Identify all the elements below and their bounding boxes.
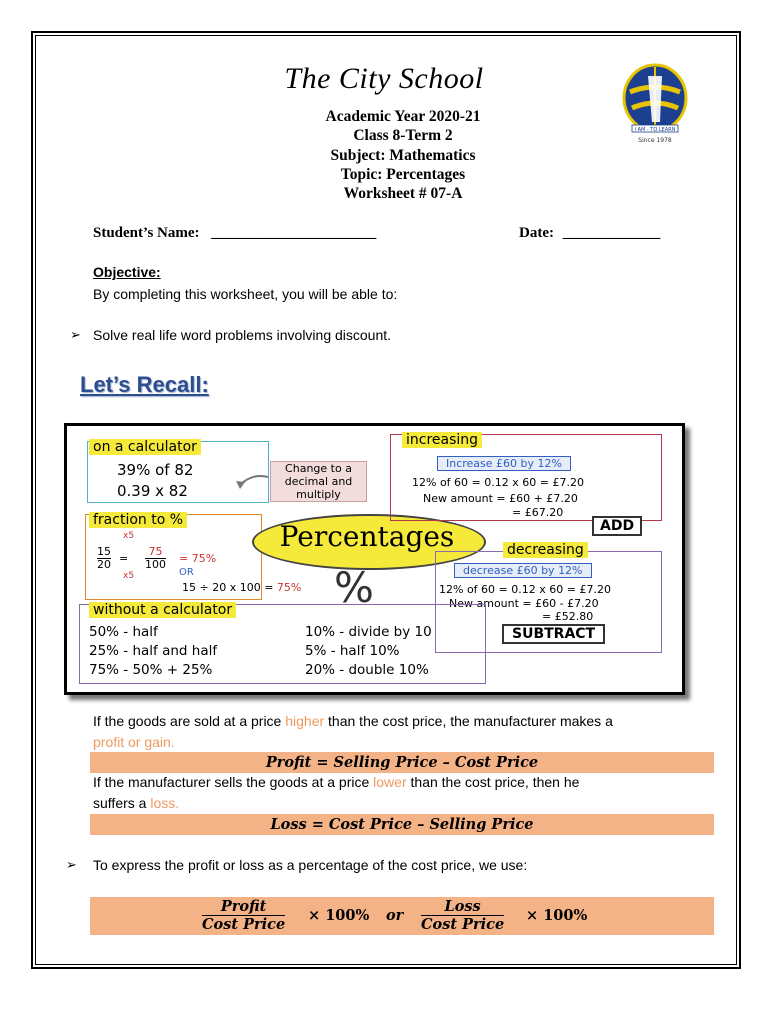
profit-multiplier: × 100%: [308, 907, 370, 924]
percentages-title: Percentages: [279, 520, 455, 553]
objective-bullet: Solve real life word problems involving discount.: [93, 327, 392, 343]
loss-formula: Loss = Cost Price – Selling Price: [90, 814, 714, 835]
fraction-alt: [182, 581, 301, 594]
loss-highlight-loss: loss.: [150, 795, 180, 811]
profit-highlight-higher: higher: [285, 713, 325, 729]
percentage-formula-band: [90, 897, 714, 935]
fraction-x5-bottom: x5: [123, 571, 135, 581]
increasing-line3: = £67.20: [512, 506, 564, 519]
curved-arrow-icon: [232, 471, 272, 496]
bullet-arrow-icon: ➢: [66, 857, 77, 872]
fraction-15: 15: [97, 545, 111, 558]
decreasing-line2: New amount = £60 - £7.20: [449, 597, 599, 610]
student-name-blank[interactable]: ______________________: [211, 225, 377, 241]
loss-text-c: suffers a: [93, 795, 151, 811]
without-row-3-right: 20% - double 10%: [305, 662, 429, 678]
objective-title: Objective:: [93, 264, 161, 280]
date-blank[interactable]: _____________: [562, 225, 661, 241]
or-word: or: [386, 907, 404, 924]
increasing-subtitle: Increase £60 by 12%: [437, 456, 571, 471]
increasing-line2: New amount = £60 + £7.20: [423, 492, 578, 505]
student-name-label: Student’s Name:: [93, 225, 200, 241]
fraction-title: fraction to %: [89, 512, 187, 528]
subject: Subject: Mathematics: [330, 147, 476, 164]
calculator-line1: 39% of 82: [117, 461, 194, 479]
fraction-75: 75: [145, 546, 166, 559]
calculator-note: Change to a decimal and multiply: [270, 461, 367, 502]
worksheet-number: Worksheet # 07-A: [343, 185, 463, 202]
date-label: Date:: [519, 225, 554, 241]
without-calculator-right: [305, 623, 432, 680]
add-tag: ADD: [592, 516, 642, 536]
increasing-line1: 12% of 60 = 0.12 x 60 = £7.20: [412, 476, 584, 489]
school-title: The City School: [284, 62, 484, 95]
percent-symbol: %: [334, 563, 374, 612]
fraction-alt-text: 15 ÷ 20 x 100 =: [182, 581, 277, 594]
profit-text-b: than the cost price, the manufacturer makes a: [324, 713, 613, 729]
decreasing-title: decreasing: [503, 542, 588, 558]
fraction-equals: =: [119, 552, 129, 565]
profit-formula: Profit = Selling Price – Cost Price: [90, 752, 714, 773]
without-calculator-title: without a calculator: [89, 602, 236, 618]
profit-text-a: If the goods are sold at a price: [93, 713, 286, 729]
fraction-or: OR: [179, 567, 194, 578]
recall-title: Let’s Recall:: [80, 372, 209, 397]
profit-text-line1: [93, 713, 613, 729]
without-calculator-left: [89, 623, 217, 680]
calculator-line2: 0.39 x 82: [117, 482, 188, 500]
loss-text-line1: [93, 774, 579, 790]
logo-motto: I AM - TO LEARN: [634, 127, 676, 133]
without-row-2-right: 5% - half 10%: [305, 643, 400, 659]
decreasing-line1: 12% of 60 = 0.12 x 60 = £7.20: [439, 583, 611, 596]
profit-numerator: Profit: [202, 898, 285, 916]
profit-denominator: Cost Price: [202, 916, 286, 933]
loss-text-line2: [93, 795, 179, 811]
decreasing-line3: = £52.80: [542, 610, 594, 623]
percentage-bullet: To express the profit or loss as a percentage of the cost price, we use:: [93, 857, 528, 873]
academic-year: Academic Year 2020-21: [325, 108, 481, 125]
increasing-title: increasing: [402, 432, 482, 448]
decreasing-subtitle: decrease £60 by 12%: [454, 563, 592, 578]
loss-numerator: Loss: [421, 898, 504, 916]
loss-text-a: If the manufacturer sells the goods at a price: [93, 774, 374, 790]
without-row-2-left: 25% - half and half: [89, 643, 218, 659]
fraction-20: 20: [97, 558, 111, 571]
loss-multiplier: × 100%: [526, 907, 588, 924]
fraction-15-20: [97, 546, 111, 571]
fraction-x5-top: x5: [123, 531, 135, 541]
topic: Topic: Percentages: [340, 166, 466, 183]
loss-percent-fraction: [421, 898, 504, 933]
class-term: Class 8-Term 2: [353, 127, 453, 144]
without-row-3-left: 75% - 50% + 25%: [89, 662, 213, 678]
fraction-100: 100: [145, 558, 166, 571]
logo-since: Since 1978: [638, 137, 672, 144]
profit-highlight-gain: profit or gain.: [93, 734, 175, 750]
calculator-title: on a calculator: [89, 439, 201, 455]
fraction-75-100: [145, 546, 166, 571]
bullet-arrow-icon: ➢: [70, 327, 81, 342]
subtract-tag: SUBTRACT: [502, 624, 605, 644]
profit-percent-fraction: [202, 898, 285, 933]
student-name-row: [93, 225, 376, 242]
without-row-1-left: 50% - half: [89, 624, 158, 640]
loss-denominator: Cost Price: [421, 916, 505, 933]
loss-text-b: than the cost price, then he: [406, 774, 580, 790]
objective-intro: By completing this worksheet, you will be able to:: [93, 286, 398, 302]
fraction-alt-result: 75%: [276, 581, 302, 594]
date-row: [519, 225, 660, 242]
fraction-result: = 75%: [179, 552, 217, 565]
loss-highlight-lower: lower: [373, 774, 407, 790]
without-row-1-right: 10% - divide by 10: [305, 624, 432, 640]
percentages-infographic: [64, 423, 685, 695]
